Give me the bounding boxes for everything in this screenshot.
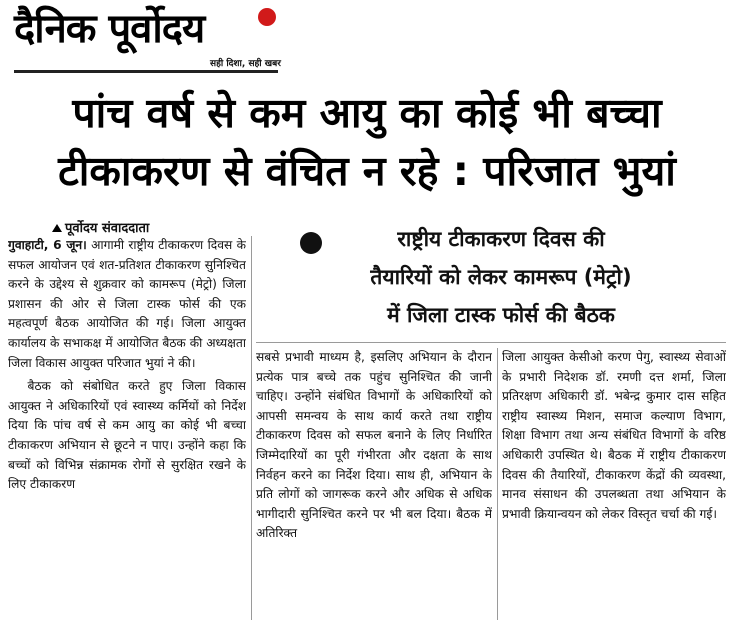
newspaper-title: दैनिक पूर्वोदय	[14, 6, 205, 52]
subheadline-divider	[256, 342, 726, 343]
column-1-paragraph-1-text: आगामी राष्ट्रीय टीकाकरण दिवस के सफल आयोजन एवं शत-प्रतिशत टीकाकरण सुनिश्चित करने के उद्देश्य से शुक्रवार को कामरूप (मेट्रो) जिला प्रशासन की ओर से जिला टास्क फोर्स की एक महत्वपूर्ण बैठक आयोजित की गई। जिला आयुक्त कार्यालय के सभाकक्ष में आयोजित बैठक की अध्यक्षता जिला विकास आयुक्त परिजात भुयां ने की।	[8, 238, 246, 370]
article-column-2	[256, 348, 492, 620]
masthead-underline	[14, 70, 278, 73]
column-2-paragraph: सबसे प्रभावी माध्यम है, इसलिए अभियान के दौरान प्रत्येक पात्र बच्चे तक पहुंच सुनिश्चित की जानी चाहिए। उन्होंने संबंधित विभागों के अधिकारियों को आपसी समन्वय के साथ कार्य करते तथा राष्ट्रीय टीकाकरण दिवस को सफल बनाने के लिए निर्धारित जिम्मेदारियों का पूरी गंभीरता और दक्षता के साथ निर्वहन करने का निर्देश दिया। साथ ही, अभियान के प्रति लोगों को जागरूक करने और अधिक से अधिक भागीदारी सुनिश्चित करने पर भी बल दिया। बैठक में अतिरिक्त	[256, 350, 492, 541]
masthead	[14, 2, 281, 78]
main-headline	[10, 84, 724, 200]
masthead-dot-icon	[258, 8, 276, 26]
newspaper-tagline: सही दिशा, सही खबर	[210, 59, 281, 69]
column-divider-2	[497, 348, 498, 620]
byline-text: पूर्वोदय संवाददाता	[65, 221, 150, 236]
byline	[52, 218, 149, 236]
byline-triangle-icon	[52, 224, 62, 232]
dateline: गुवाहाटी, 6 जून।	[8, 238, 87, 252]
subheadline-box	[262, 218, 722, 340]
article-column-3	[502, 348, 726, 620]
subheadline-line-1: राष्ट्रीय टीकाकरण दिवस की	[397, 227, 605, 251]
headline-line-2: टीकाकरण से वंचित न रहे : परिजात भुयां	[58, 147, 676, 195]
subheadline	[286, 220, 716, 334]
subheadline-line-2: तैयारियों को लेकर कामरूप (मेट्रो)	[370, 265, 632, 289]
column-3-paragraph: जिला आयुक्त केसीओ करण पेगु, स्वास्थ्य सेवाओं के प्रभारी निदेशक डॉ. रमणी दत्त शर्मा, जिला प्रतिरक्षण अधिकारी डॉ. भबेन्द्र कुमार दास सहित राष्ट्रीय स्वास्थ्य मिशन, समाज कल्याण विभाग, शिक्षा विभाग तथा अन्य संबंधित विभागों के वरिष्ठ अधिकारी उपस्थित थे। बैठक में राष्ट्रीय टीकाकरण दिवस की तैयारियों, टीकाकरण केंद्रों की व्यवस्था, मानव संसाधन की उपलब्धता तथा अभियान के प्रभावी क्रियान्वयन को लेकर विस्तृत चर्चा की गई।	[502, 350, 726, 521]
column-1-paragraph-2: बैठक को संबोधित करते हुए जिला विकास आयुक्त ने अधिकारियों एवं स्वास्थ्य कर्मियों को निर्देश दिया कि पांच वर्ष से कम आयु का कोई भी बच्चा टीकाकरण अभियान से छूटने न पाए। उन्होंने कहा कि बच्चों को विभिन्न संक्रामक रोगों से सुरक्षित रखने के लिए टीकाकरण	[8, 379, 246, 492]
article-column-1	[8, 236, 246, 620]
headline-line-1: पांच वर्ष से कम आयु का कोई भी बच्चा	[72, 89, 662, 137]
column-1-paragraph-1	[8, 236, 246, 373]
subheadline-line-3: में जिला टास्क फोर्स की बैठक	[387, 303, 615, 327]
column-divider-1	[251, 236, 252, 620]
